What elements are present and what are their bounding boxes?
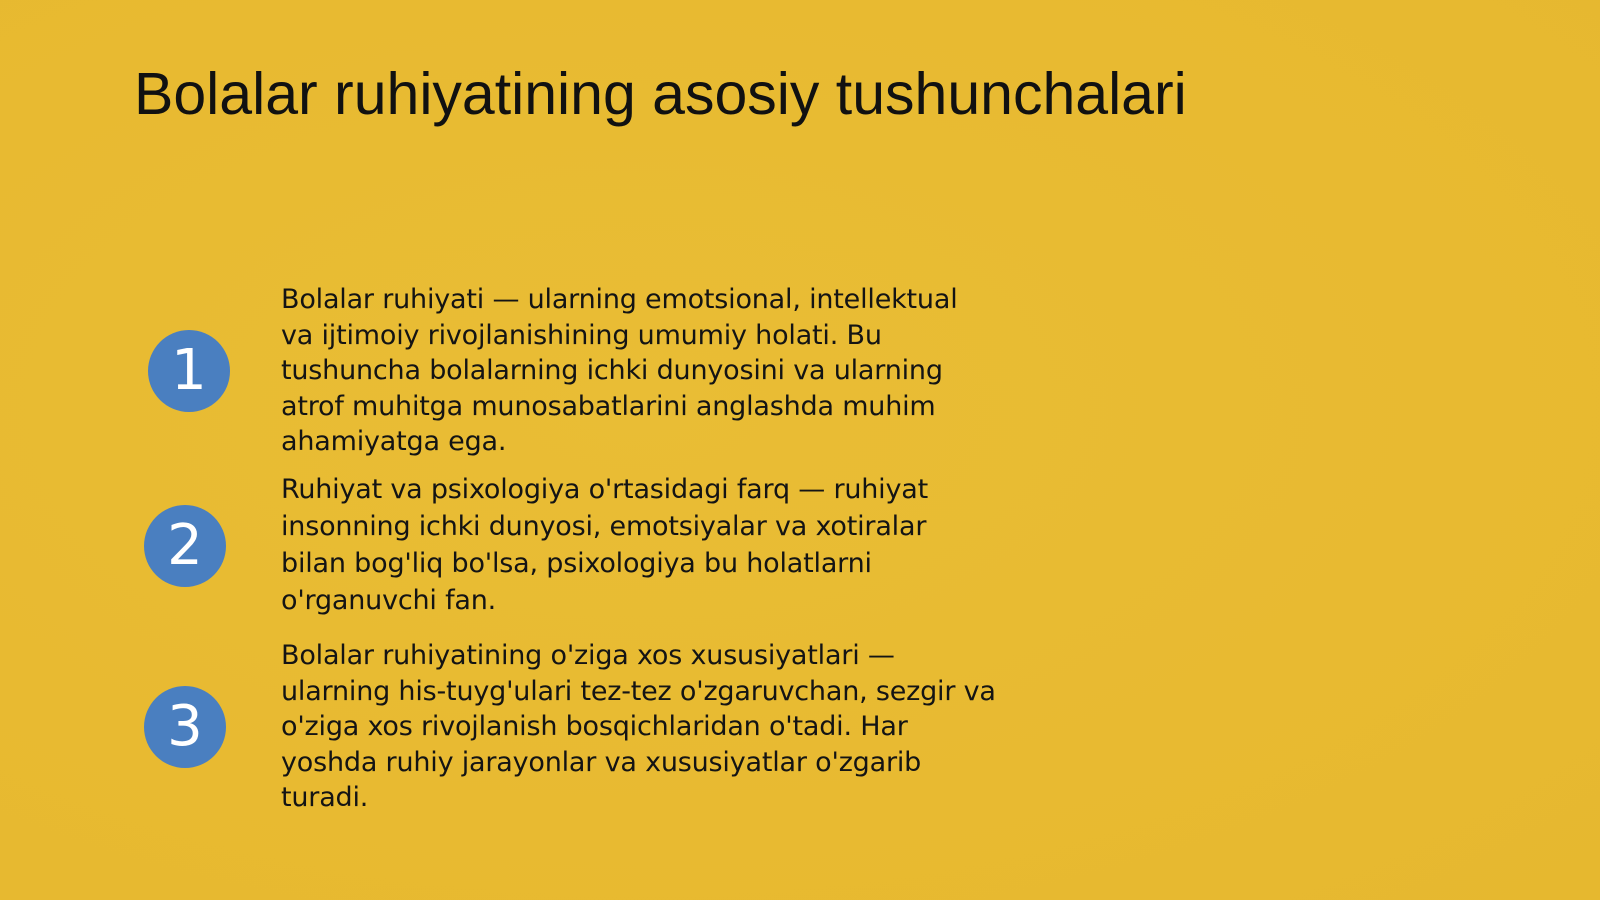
number-badge-3 [144,686,226,768]
item-2-text: Ruhiyat va psixologiya o'rtasidagi farq — ruhiyat insonning ichki dunyosi, emotsiyalar va xotiralar bilan bog'liq bo'lsa, psixologiya bu holatlarni o'rganuvchi fan. [281,474,928,616]
number-badge-2-label: 2 [167,513,203,578]
number-badge-1-label: 1 [171,338,207,403]
item-3-text: Bolalar ruhiyatining o'ziga xos xususiyatlari — ularning his-tuyg'ulari tez-tez o'zgaruvchan, sezgir va o'ziga xos rivojlanish bosqichlaridan o'tadi. Har yoshda ruhiy jarayonlar va xususiyatlar o'zgarib turadi. [281,640,996,813]
number-badge-3-label: 3 [167,694,203,759]
slide-title: Bolalar ruhiyatining asosiy tushunchalari [134,61,1187,127]
number-badge-2 [144,505,226,587]
item-1-text: Bolalar ruhiyati — ularning emotsional, intellektual va ijtimoiy rivojlanishining umumiy holati. Bu tushuncha bolalarning ichki dunyosini va ularning atrof muhitga munosabatlarini anglashda muhim ahamiyatga ega. [281,284,958,457]
number-badge-1 [148,330,230,412]
